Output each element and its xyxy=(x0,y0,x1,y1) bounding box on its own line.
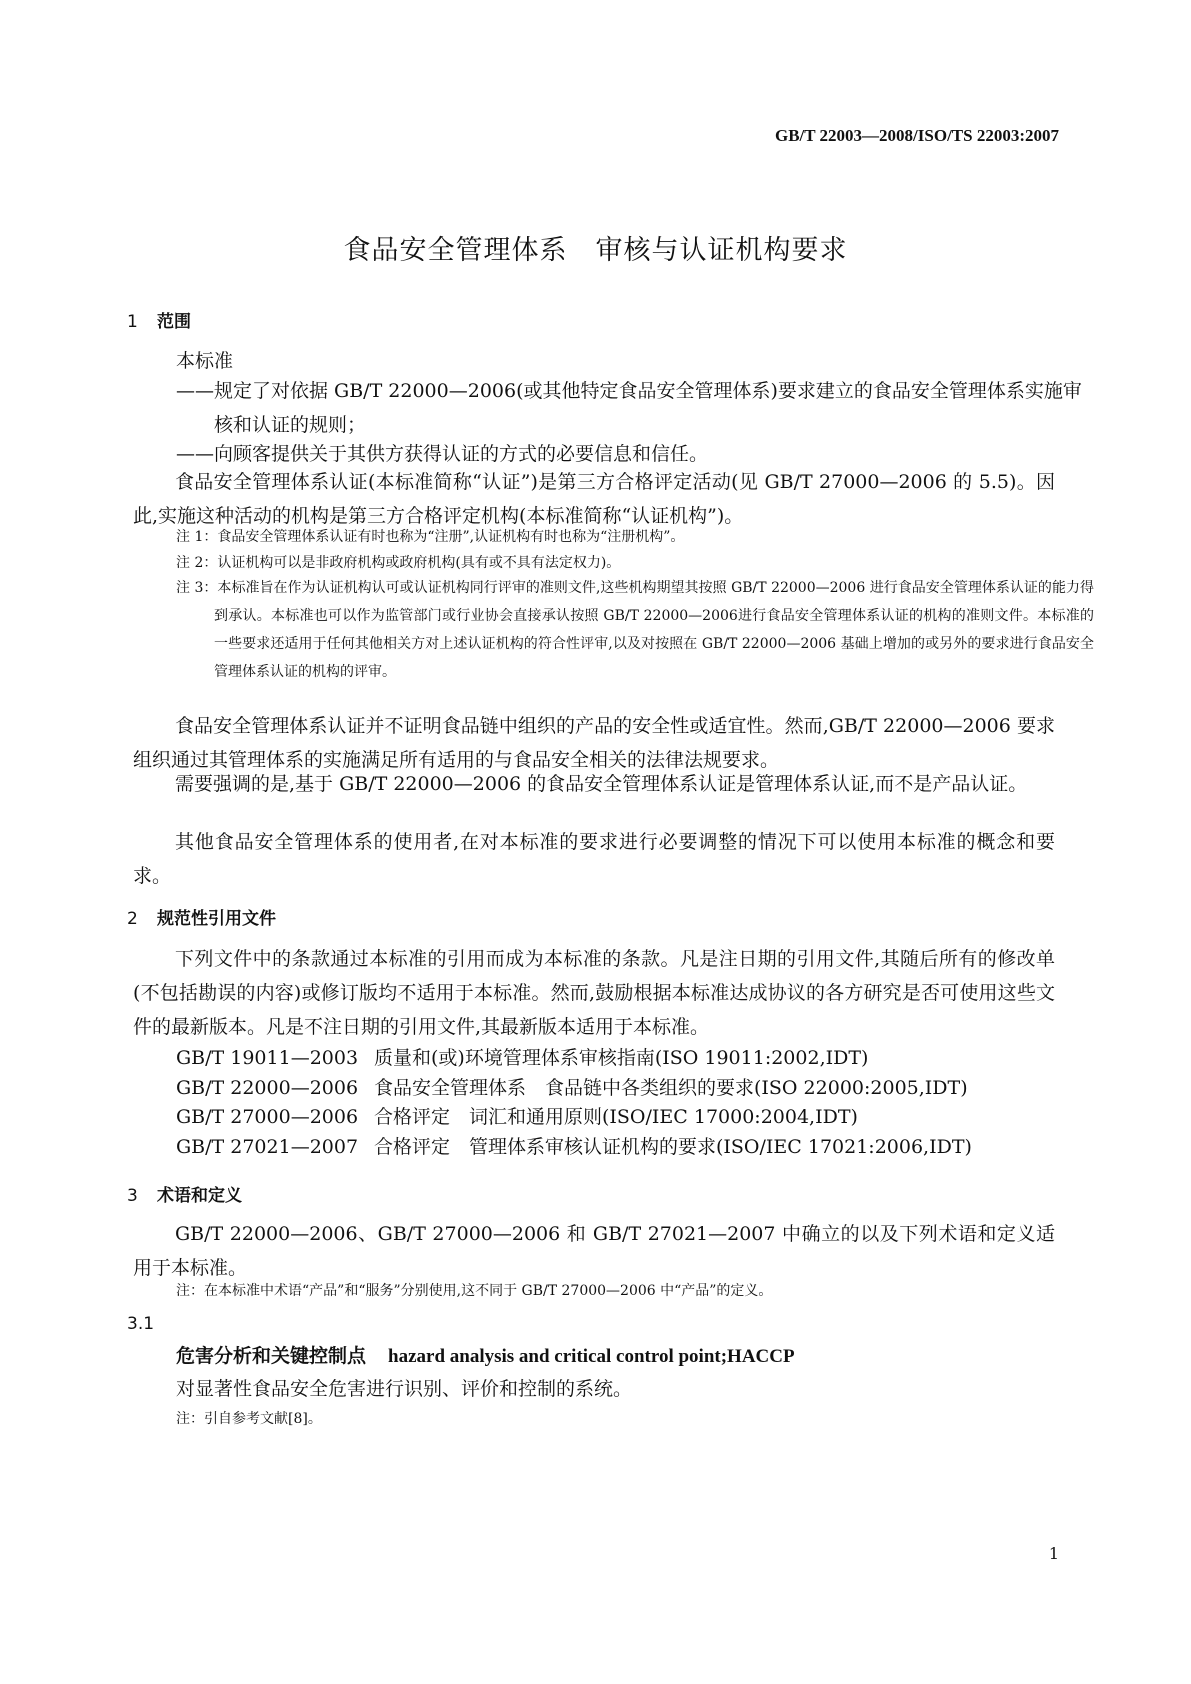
reference-item xyxy=(176,1043,868,1070)
note-3: 注 3：本标准旨在作为认证机构认可或认证机构同行评审的准则文件,这些机构期望其按照 GB/T 22000—2006 进行食品安全管理体系认证的能力得到承认。本标准也可以作为监管部门或行业协会直接承认按照 GB/T 22000—2006进行食品安全管理体系认证的机构的准则文件。本标准的一些要求还适用于任何其他相关方对上述认证机构的符合性评审,以及对按照在 GB/T 22000—2006 基础上增加的或另外的要求进行食品安全管理体系认证的机构的评审。 xyxy=(176,580,1094,680)
paragraph: 其他食品安全管理体系的使用者,在对本标准的要求进行必要调整的情况下可以使用本标准的概念和要求。 xyxy=(133,831,1055,887)
scope-item-1: ——规定了对依据 GB/T 22000—2006(或其他特定食品安全管理体系)要求建立的食品安全管理体系实施审核和认证的规则； xyxy=(176,380,1082,436)
note-1: 注 1：食品安全管理体系认证有时也称为“注册”,认证机构有时也称为“注册机构”。 xyxy=(176,529,685,545)
section-title: 规范性引用文件 xyxy=(157,909,276,929)
reference-title: 合格评定 词汇和通用原则(ISO/IEC 17000:2004,IDT) xyxy=(374,1106,858,1128)
note-2: 注 2：认证机构可以是非政府机构或政府机构(具有或不具有法定权力)。 xyxy=(176,555,621,571)
reference-title: 质量和(或)环境管理体系审核指南(ISO 19011:2002,IDT) xyxy=(374,1047,869,1069)
section-2-heading xyxy=(127,904,276,929)
paragraph: GB/T 22000—2006、GB/T 27000—2006 和 GB/T 27021—2007 中确立的以及下列术语和定义适用于本标准。 xyxy=(133,1223,1055,1279)
reference-title: 食品安全管理体系 食品链中各类组织的要求(ISO 22000:2005,IDT) xyxy=(374,1077,968,1099)
scope-item-2: ——向顾客提供关于其供方获得认证的方式的必要信息和信任。 xyxy=(176,443,709,465)
page-number: 1 xyxy=(1048,1544,1059,1563)
reference-code: GB/T 27021—2007 xyxy=(176,1136,359,1158)
paragraph: 食品安全管理体系认证(本标准简称“认证”)是第三方合格评定活动(见 GB/T 27000—2006 的 5.5)。因此,实施这种活动的机构是第三方合格评定机构(本标准简称“认证机构”)。 xyxy=(133,471,1055,527)
reference-code: GB/T 27000—2006 xyxy=(176,1106,359,1128)
term-definition: 对显著性食品安全危害进行识别、评价和控制的系统。 xyxy=(176,1378,633,1400)
terms-note: 注：在本标准中术语“产品”和“服务”分别使用,这不同于 GB/T 27000—2006 中“产品”的定义。 xyxy=(176,1283,773,1299)
reference-item xyxy=(176,1073,968,1100)
term-note: 注：引自参考文献[8]。 xyxy=(176,1411,322,1427)
section-number: 3 xyxy=(127,1186,138,1206)
section-3-heading xyxy=(127,1181,242,1206)
term-english: hazard analysis and critical control point;HACCP xyxy=(388,1346,795,1367)
term-chinese: 危害分析和关键控制点 xyxy=(176,1345,367,1367)
reference-title: 合格评定 管理体系审核认证机构的要求(ISO/IEC 17021:2006,IDT) xyxy=(374,1136,972,1158)
section-title: 术语和定义 xyxy=(157,1186,242,1206)
term-number: 3.1 xyxy=(127,1314,155,1334)
standard-number: GB/T 22003—2008/ISO/TS 22003:2007 xyxy=(774,126,1059,145)
reference-code: GB/T 22000—2006 xyxy=(176,1077,359,1099)
reference-item xyxy=(176,1102,858,1129)
paragraph: 需要强调的是,基于 GB/T 22000—2006 的食品安全管理体系认证是管理体系认证,而不是产品认证。 xyxy=(175,773,1028,795)
section-title: 范围 xyxy=(157,312,191,332)
section-1-intro: 本标准 xyxy=(176,350,234,372)
term-heading xyxy=(176,1341,795,1368)
document-title: 食品安全管理体系 审核与认证机构要求 xyxy=(343,235,848,266)
section-number: 1 xyxy=(127,312,138,332)
section-1-heading xyxy=(127,307,191,332)
reference-item xyxy=(176,1132,972,1159)
paragraph: 下列文件中的条款通过本标准的引用而成为本标准的条款。凡是注日期的引用文件,其随后所有的修改单(不包括勘误的内容)或修订版均不适用于本标准。然而,鼓励根据本标准达成协议的各方研究是否可使用这些文件的最新版本。凡是不注日期的引用文件,其最新版本适用于本标准。 xyxy=(133,948,1055,1038)
section-number: 2 xyxy=(127,909,138,929)
reference-code: GB/T 19011—2003 xyxy=(176,1047,359,1069)
paragraph: 食品安全管理体系认证并不证明食品链中组织的产品的安全性或适宜性。然而,GB/T 22000—2006 要求组织通过其管理体系的实施满足所有适用的与食品安全相关的法律法规要求。 xyxy=(133,715,1055,771)
